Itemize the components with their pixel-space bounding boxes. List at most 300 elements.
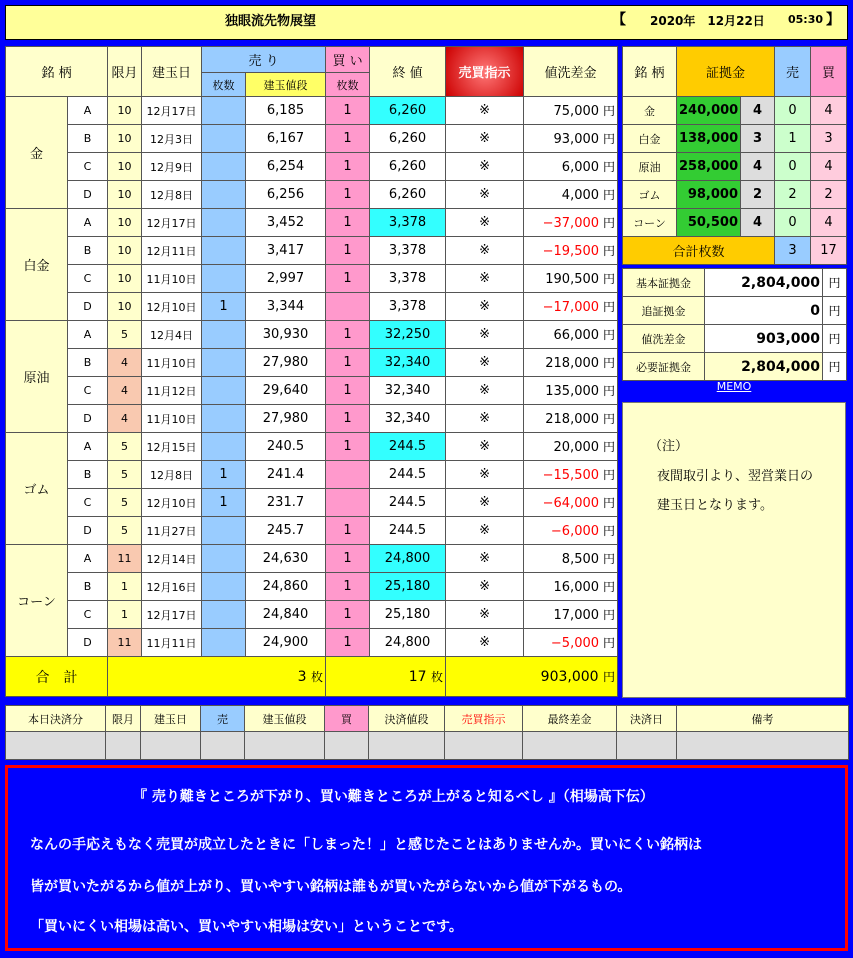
row-code: C <box>68 489 108 517</box>
table-row <box>6 181 618 209</box>
row-price: 24,860 <box>246 573 326 601</box>
row-date: 11月10日 <box>142 349 202 377</box>
row-buy-qty: 1 <box>326 629 370 657</box>
margin-qty: 3 <box>741 125 775 153</box>
row-instruction[interactable]: ※ <box>446 181 524 209</box>
row-instruction[interactable]: ※ <box>446 125 524 153</box>
total-label: 合 計 <box>6 657 108 697</box>
row-pl-yen: 円 <box>603 272 616 286</box>
row-close: 244.5 <box>370 461 446 489</box>
row-date: 11月27日 <box>142 517 202 545</box>
row-sell-qty <box>202 97 246 125</box>
row-instruction[interactable]: ※ <box>446 377 524 405</box>
summary-label: 値洗差金 <box>623 325 705 353</box>
row-close: 25,180 <box>370 601 446 629</box>
row-price: 3,452 <box>246 209 326 237</box>
row-sell-qty <box>202 349 246 377</box>
date-bracket-right: 】 <box>826 12 840 28</box>
margin-brand: 金 <box>623 97 677 125</box>
margin-value: 50,500 <box>677 209 741 237</box>
row-instruction[interactable]: ※ <box>446 489 524 517</box>
row-price: 27,980 <box>246 405 326 433</box>
row-buy-qty: 1 <box>326 545 370 573</box>
margin-total-label: 合計枚数 <box>623 237 775 265</box>
row-pl <box>524 349 618 377</box>
row-month: 4 <box>108 349 142 377</box>
row-month: 10 <box>108 265 142 293</box>
row-close: 244.5 <box>370 433 446 461</box>
row-pl-yen: 円 <box>603 132 616 146</box>
memo-link[interactable]: MEMO <box>716 380 752 393</box>
settle-cell[interactable] <box>106 732 141 760</box>
row-pl <box>524 293 618 321</box>
row-code: C <box>68 377 108 405</box>
row-code: B <box>68 461 108 489</box>
row-pl-yen: 円 <box>603 468 616 482</box>
memo-line-2: 建玉日となります。 <box>657 498 773 513</box>
row-sell-qty <box>202 517 246 545</box>
row-sell-qty <box>202 321 246 349</box>
margin-brand: 原油 <box>623 153 677 181</box>
header-instruction[interactable]: 売買指示 <box>446 47 524 97</box>
row-instruction[interactable]: ※ <box>446 209 524 237</box>
row-close: 25,180 <box>370 573 446 601</box>
row-close: 3,378 <box>370 265 446 293</box>
row-date: 12月17日 <box>142 209 202 237</box>
row-instruction[interactable]: ※ <box>446 349 524 377</box>
row-pl-value: 66,000 <box>553 328 600 343</box>
row-pl-yen: 円 <box>603 104 616 118</box>
settle-header: 売 <box>201 706 245 732</box>
row-pl <box>524 237 618 265</box>
total-buy-value: 17 <box>408 669 427 685</box>
row-pl <box>524 153 618 181</box>
row-pl-yen: 円 <box>603 328 616 342</box>
settle-cell[interactable] <box>141 732 201 760</box>
row-buy-qty: 1 <box>326 153 370 181</box>
row-pl-value: 6,000 <box>561 160 600 175</box>
summary-table <box>622 268 847 381</box>
row-pl <box>524 321 618 349</box>
row-instruction[interactable]: ※ <box>446 153 524 181</box>
row-close: 6,260 <box>370 153 446 181</box>
row-date: 12月8日 <box>142 461 202 489</box>
row-buy-qty <box>326 461 370 489</box>
row-pl-value: 190,500 <box>545 272 600 287</box>
row-price: 241.4 <box>246 461 326 489</box>
row-price: 3,417 <box>246 237 326 265</box>
row-month: 5 <box>108 321 142 349</box>
row-pl-yen: 円 <box>603 384 616 398</box>
margin-row <box>623 97 847 125</box>
row-pl-value: −19,500 <box>542 244 600 259</box>
table-row <box>6 237 618 265</box>
total-buy-unit: 枚 <box>431 670 444 684</box>
row-price: 245.7 <box>246 517 326 545</box>
settle-header: 決済日 <box>617 706 677 732</box>
row-code: B <box>68 237 108 265</box>
memo-note-title: （注） <box>649 439 689 454</box>
table-row <box>6 293 618 321</box>
settle-header: 限月 <box>106 706 141 732</box>
total-sell <box>108 657 326 697</box>
summary-value: 2,804,000 <box>705 269 823 297</box>
row-pl-yen: 円 <box>603 636 616 650</box>
row-pl-value: 16,000 <box>553 580 600 595</box>
memo-link-wrap <box>622 380 846 393</box>
row-sell-qty <box>202 181 246 209</box>
header-brand: 銘 柄 <box>6 47 108 97</box>
row-instruction[interactable]: ※ <box>446 405 524 433</box>
row-instruction[interactable]: ※ <box>446 265 524 293</box>
row-sell-qty: 1 <box>202 461 246 489</box>
settle-cell[interactable] <box>369 732 445 760</box>
row-sell-qty <box>202 601 246 629</box>
settle-header: 建玉日 <box>141 706 201 732</box>
row-close: 32,340 <box>370 405 446 433</box>
margin-brand: コーン <box>623 209 677 237</box>
table-row <box>6 433 618 461</box>
settle-cell[interactable] <box>201 732 245 760</box>
row-date: 11月10日 <box>142 265 202 293</box>
table-row <box>6 489 618 517</box>
margin-buy: 2 <box>811 181 847 209</box>
row-instruction[interactable]: ※ <box>446 629 524 657</box>
row-date: 12月16日 <box>142 573 202 601</box>
row-price: 231.7 <box>246 489 326 517</box>
row-close: 24,800 <box>370 629 446 657</box>
margin-table <box>622 46 847 265</box>
row-price: 6,185 <box>246 97 326 125</box>
row-pl-value: 8,500 <box>561 552 600 567</box>
row-buy-qty: 1 <box>326 349 370 377</box>
row-price: 3,344 <box>246 293 326 321</box>
positions-table <box>5 46 618 697</box>
row-instruction[interactable]: ※ <box>446 601 524 629</box>
row-date: 12月10日 <box>142 293 202 321</box>
settle-header: 売買指示 <box>445 706 523 732</box>
margin-row <box>623 209 847 237</box>
row-buy-qty: 1 <box>326 265 370 293</box>
settlement-table <box>5 705 849 760</box>
row-month: 5 <box>108 517 142 545</box>
margin-qty: 4 <box>741 153 775 181</box>
row-pl-value: 17,000 <box>553 608 600 623</box>
row-sell-qty <box>202 573 246 601</box>
row-close: 244.5 <box>370 489 446 517</box>
row-pl <box>524 545 618 573</box>
row-instruction[interactable]: ※ <box>446 321 524 349</box>
row-close: 24,800 <box>370 545 446 573</box>
row-sell-qty <box>202 545 246 573</box>
memo-line-1: 夜間取引より、翌営業日の <box>657 469 814 484</box>
row-buy-qty: 1 <box>326 573 370 601</box>
row-pl-value: 218,000 <box>545 356 600 371</box>
table-row <box>6 349 618 377</box>
row-buy-qty: 1 <box>326 125 370 153</box>
row-month: 4 <box>108 377 142 405</box>
settle-header: 備考 <box>677 706 849 732</box>
margin-header-sell: 売 <box>775 47 811 97</box>
table-row <box>6 573 618 601</box>
summary-label: 基本証拠金 <box>623 269 705 297</box>
row-close: 6,260 <box>370 97 446 125</box>
settle-cell[interactable] <box>677 732 849 760</box>
row-pl-value: 135,000 <box>545 384 600 399</box>
row-close: 3,378 <box>370 293 446 321</box>
margin-qty: 2 <box>741 181 775 209</box>
summary-row <box>623 353 847 381</box>
row-pl-value: −64,000 <box>542 496 600 511</box>
row-pl-yen: 円 <box>603 356 616 370</box>
table-row <box>6 461 618 489</box>
row-close: 6,260 <box>370 181 446 209</box>
row-pl-value: 20,000 <box>553 440 600 455</box>
group-name: コーン <box>6 545 68 657</box>
margin-sell: 1 <box>775 125 811 153</box>
row-instruction[interactable]: ※ <box>446 461 524 489</box>
row-buy-qty: 1 <box>326 377 370 405</box>
settle-header: 本日決済分 <box>6 706 106 732</box>
row-date: 12月10日 <box>142 489 202 517</box>
margin-header-buy: 買 <box>811 47 847 97</box>
row-pl <box>524 489 618 517</box>
header-close: 終 値 <box>370 47 446 97</box>
row-instruction[interactable]: ※ <box>446 433 524 461</box>
row-price: 24,840 <box>246 601 326 629</box>
row-month: 11 <box>108 629 142 657</box>
row-price: 240.5 <box>246 433 326 461</box>
row-month: 10 <box>108 237 142 265</box>
settle-cell[interactable] <box>6 732 106 760</box>
page-title: 独眼流先物展望 <box>225 14 317 29</box>
header-sell: 売 り <box>202 47 326 73</box>
row-buy-qty: 1 <box>326 321 370 349</box>
margin-buy: 4 <box>811 97 847 125</box>
row-pl <box>524 405 618 433</box>
summary-yen: 円 <box>823 325 847 353</box>
row-date: 11月11日 <box>142 629 202 657</box>
settle-header: 最終差金 <box>523 706 617 732</box>
row-pl <box>524 517 618 545</box>
group-name: 金 <box>6 97 68 209</box>
row-code: C <box>68 601 108 629</box>
row-pl-yen: 円 <box>603 300 616 314</box>
row-pl-value: 4,000 <box>561 188 600 203</box>
row-price: 6,256 <box>246 181 326 209</box>
row-pl <box>524 377 618 405</box>
row-sell-qty <box>202 153 246 181</box>
row-buy-qty: 1 <box>326 517 370 545</box>
row-sell-qty <box>202 405 246 433</box>
row-code: A <box>68 321 108 349</box>
row-close: 244.5 <box>370 517 446 545</box>
row-buy-qty: 1 <box>326 405 370 433</box>
table-row <box>6 545 618 573</box>
row-pl <box>524 601 618 629</box>
row-date: 11月10日 <box>142 405 202 433</box>
date-bracket-left: 【 <box>612 12 626 28</box>
row-code: A <box>68 209 108 237</box>
row-month: 1 <box>108 573 142 601</box>
table-row <box>6 125 618 153</box>
table-row <box>6 377 618 405</box>
group-name: ゴム <box>6 433 68 545</box>
row-pl <box>524 433 618 461</box>
total-pl-value: 903,000 <box>540 669 599 685</box>
row-pl-yen: 円 <box>603 216 616 230</box>
row-pl <box>524 181 618 209</box>
row-pl-value: −15,500 <box>542 468 600 483</box>
row-month: 4 <box>108 405 142 433</box>
table-row <box>6 97 618 125</box>
row-code: D <box>68 181 108 209</box>
row-code: D <box>68 405 108 433</box>
settle-cell[interactable] <box>325 732 369 760</box>
row-pl <box>524 629 618 657</box>
margin-sell: 0 <box>775 97 811 125</box>
row-date: 12月4日 <box>142 321 202 349</box>
header-buy-qty: 枚数 <box>326 73 370 97</box>
row-pl <box>524 97 618 125</box>
total-pl <box>446 657 618 697</box>
row-instruction[interactable]: ※ <box>446 293 524 321</box>
table-row <box>6 153 618 181</box>
row-pl-yen: 円 <box>603 580 616 594</box>
row-pl-value: 75,000 <box>553 104 600 119</box>
row-pl <box>524 573 618 601</box>
summary-row <box>623 297 847 325</box>
summary-value: 0 <box>705 297 823 325</box>
row-pl-yen: 円 <box>603 440 616 454</box>
row-pl-value: 93,000 <box>553 132 600 147</box>
row-buy-qty: 1 <box>326 237 370 265</box>
row-sell-qty <box>202 237 246 265</box>
row-date: 12月17日 <box>142 97 202 125</box>
row-code: D <box>68 629 108 657</box>
row-code: D <box>68 517 108 545</box>
margin-value: 258,000 <box>677 153 741 181</box>
row-code: A <box>68 545 108 573</box>
row-instruction[interactable]: ※ <box>446 545 524 573</box>
row-date: 12月9日 <box>142 153 202 181</box>
total-buy <box>326 657 446 697</box>
margin-row <box>623 125 847 153</box>
message-title: 『 売り難きところが下がり、買い難きところが上がると知るべし 』（相場高下伝） <box>133 789 654 805</box>
settle-cell[interactable] <box>617 732 677 760</box>
row-price: 27,980 <box>246 349 326 377</box>
table-row <box>6 265 618 293</box>
row-pl-value: −17,000 <box>542 300 600 315</box>
row-instruction[interactable]: ※ <box>446 573 524 601</box>
row-buy-qty <box>326 489 370 517</box>
settle-cell[interactable] <box>445 732 523 760</box>
table-row <box>6 405 618 433</box>
row-date: 12月14日 <box>142 545 202 573</box>
margin-buy: 4 <box>811 209 847 237</box>
row-code: C <box>68 265 108 293</box>
margin-value: 240,000 <box>677 97 741 125</box>
margin-buy: 4 <box>811 153 847 181</box>
header-sell-qty: 枚数 <box>202 73 246 97</box>
row-sell-qty: 1 <box>202 489 246 517</box>
row-price: 6,254 <box>246 153 326 181</box>
margin-buy: 3 <box>811 125 847 153</box>
margin-total-sell: 3 <box>775 237 811 265</box>
row-pl-value: 218,000 <box>545 412 600 427</box>
row-buy-qty: 1 <box>326 181 370 209</box>
row-pl-yen: 円 <box>603 608 616 622</box>
summary-row <box>623 269 847 297</box>
row-buy-qty: 1 <box>326 433 370 461</box>
row-month: 10 <box>108 153 142 181</box>
margin-brand: ゴム <box>623 181 677 209</box>
row-date: 12月17日 <box>142 601 202 629</box>
row-pl-value: −5,000 <box>550 636 600 651</box>
settle-header: 建玉値段 <box>245 706 325 732</box>
margin-total-buy: 17 <box>811 237 847 265</box>
margin-qty: 4 <box>741 97 775 125</box>
row-date: 12月3日 <box>142 125 202 153</box>
row-sell-qty <box>202 377 246 405</box>
group-name: 原油 <box>6 321 68 433</box>
row-sell-qty <box>202 265 246 293</box>
summary-yen: 円 <box>823 269 847 297</box>
row-instruction[interactable]: ※ <box>446 97 524 125</box>
message-box <box>5 765 848 951</box>
row-price: 30,930 <box>246 321 326 349</box>
margin-header-brand: 銘 柄 <box>623 47 677 97</box>
row-close: 3,378 <box>370 237 446 265</box>
row-instruction[interactable]: ※ <box>446 237 524 265</box>
row-pl <box>524 209 618 237</box>
summary-label: 必要証拠金 <box>623 353 705 381</box>
header-date: 建玉日 <box>142 47 202 97</box>
header-buy: 買 い <box>326 47 370 73</box>
row-code: C <box>68 153 108 181</box>
row-close: 6,260 <box>370 125 446 153</box>
margin-sell: 2 <box>775 181 811 209</box>
row-pl-yen: 円 <box>603 524 616 538</box>
row-close: 32,340 <box>370 349 446 377</box>
row-close: 32,340 <box>370 377 446 405</box>
settle-header: 買 <box>325 706 369 732</box>
table-row <box>6 629 618 657</box>
row-price: 2,997 <box>246 265 326 293</box>
row-buy-qty: 1 <box>326 601 370 629</box>
row-date: 11月12日 <box>142 377 202 405</box>
settle-cell[interactable] <box>523 732 617 760</box>
row-month: 10 <box>108 97 142 125</box>
row-sell-qty <box>202 433 246 461</box>
settle-cell[interactable] <box>245 732 325 760</box>
table-row <box>6 321 618 349</box>
row-code: B <box>68 125 108 153</box>
summary-yen: 円 <box>823 297 847 325</box>
header-pl: 値洗差金 <box>524 47 618 97</box>
row-instruction[interactable]: ※ <box>446 517 524 545</box>
margin-sell: 0 <box>775 209 811 237</box>
row-pl-yen: 円 <box>603 496 616 510</box>
time-text: 05:30 <box>788 13 824 26</box>
summary-value: 903,000 <box>705 325 823 353</box>
row-month: 5 <box>108 433 142 461</box>
total-sell-unit: 枚 <box>311 670 324 684</box>
message-line-1: なんの手応えもなく売買が成立したときに「しまった！」と感じたことはありませんか。買いにくい銘柄は <box>30 837 702 853</box>
margin-row <box>623 181 847 209</box>
row-price: 29,640 <box>246 377 326 405</box>
row-pl-yen: 円 <box>603 552 616 566</box>
